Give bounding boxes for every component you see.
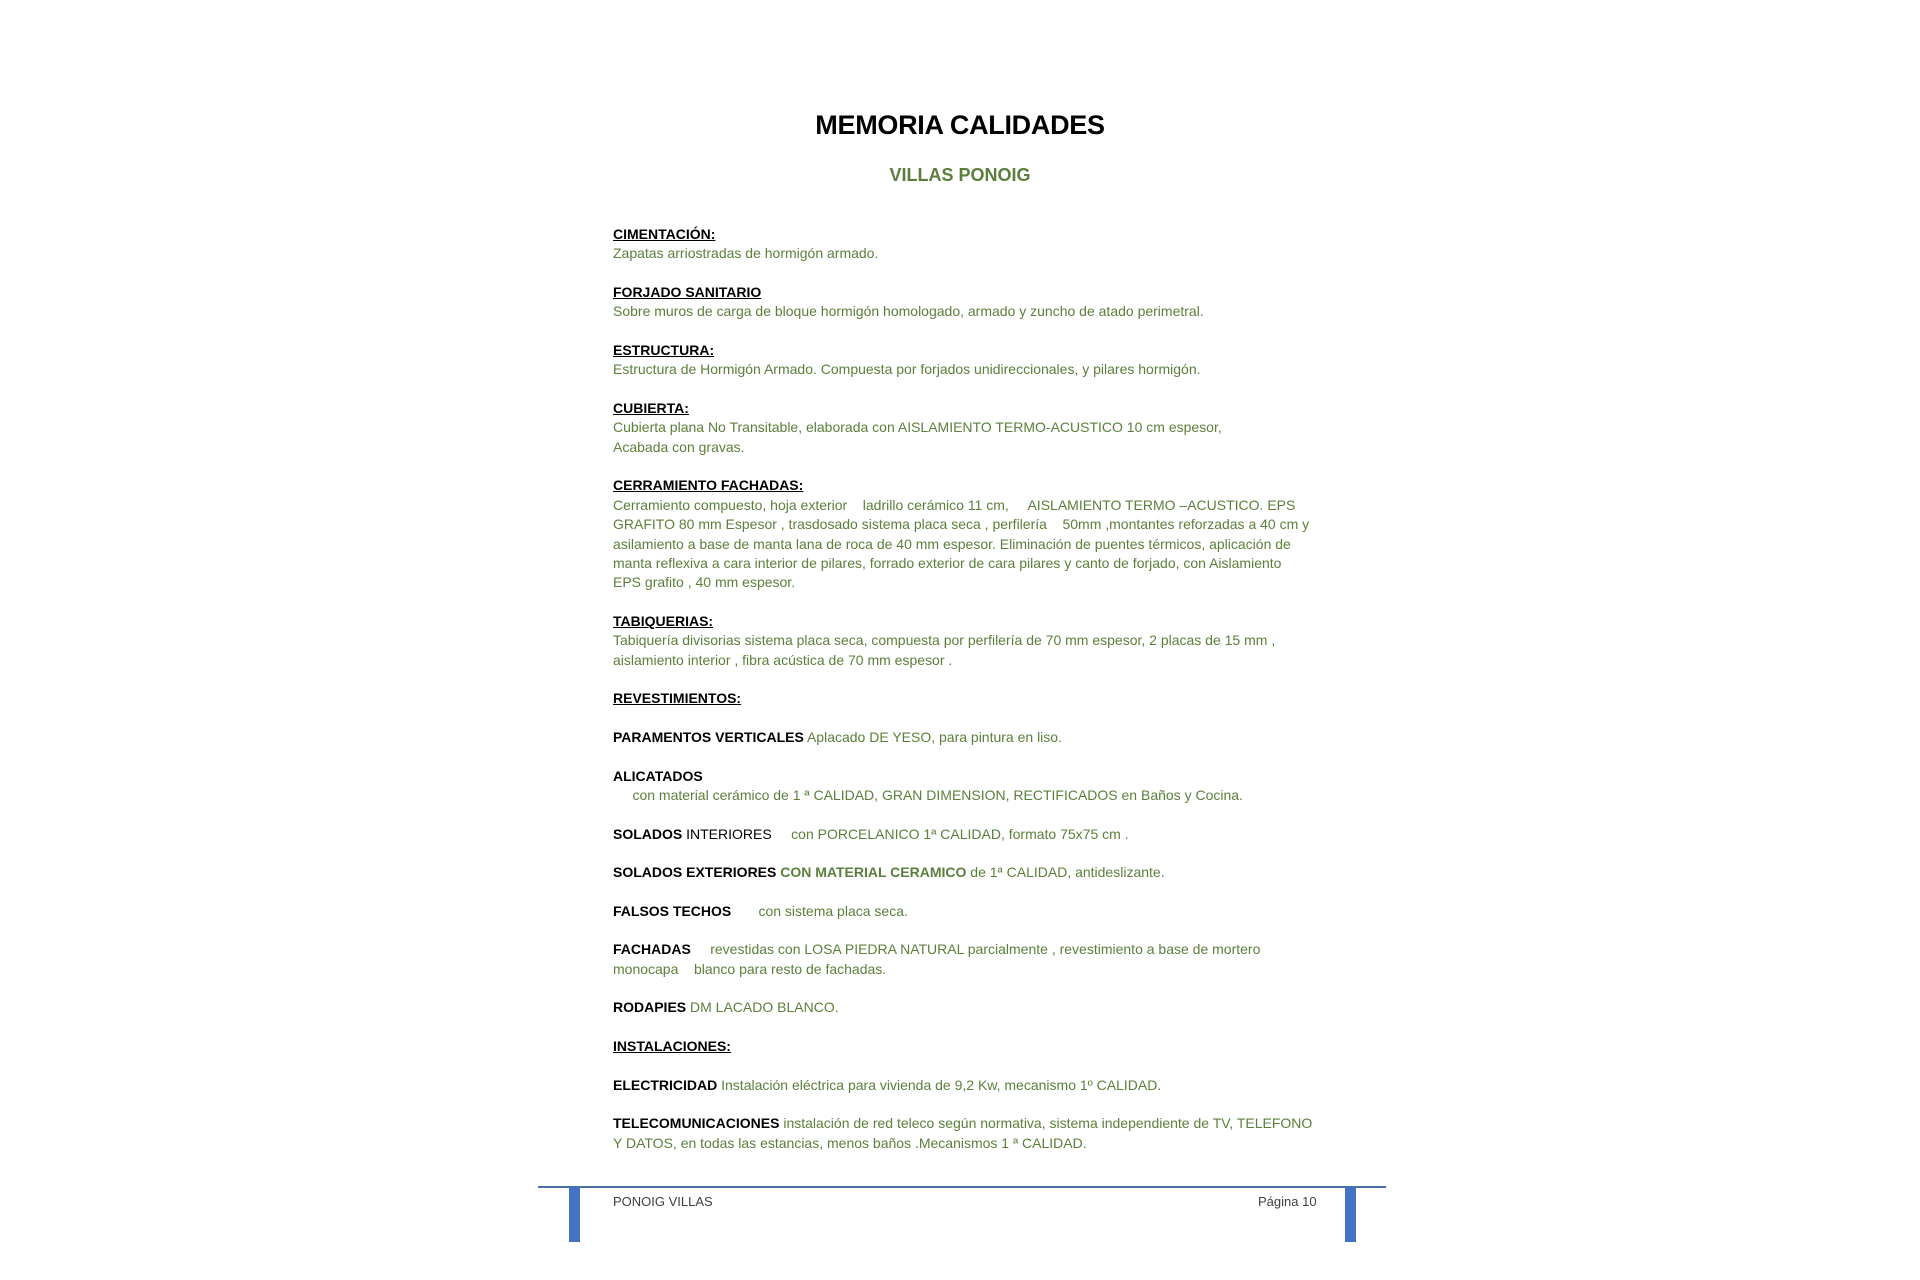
- footer-accent-right: [1345, 1187, 1356, 1242]
- item-text: Aplacado DE YESO, para pintura en liso.: [803, 729, 1062, 746]
- section-heading: REVESTIMIENTOS:: [613, 690, 742, 707]
- section-text-line: Acabada con gravas.: [613, 438, 745, 455]
- item-label: TELECOMUNICACIONES: [613, 1115, 780, 1132]
- page-subtitle: VILLAS PONOIG: [889, 165, 1031, 185]
- item-label: FACHADAS: [613, 941, 691, 958]
- item-text-line: monocapa blanco para resto de fachadas.: [613, 960, 887, 977]
- item-label: FALSOS TECHOS: [613, 902, 732, 919]
- section-cerramiento: [613, 476, 1323, 592]
- section-cimentacion: [613, 225, 1323, 264]
- section-heading: TABIQUERIAS:: [613, 613, 714, 630]
- item-emphasis: CON MATERIAL CERAMICO: [776, 864, 967, 881]
- document-body: [613, 225, 1323, 1172]
- item-text: instalación de red teleco según normativa, sistema independiente de TV, TELEFONO: [779, 1115, 1313, 1132]
- item-text: con sistema placa seca.: [731, 902, 908, 919]
- item-solados-interiores: [613, 825, 1323, 844]
- section-text-line: aislamiento interior , fibra acústica de 70 mm espesor .: [613, 651, 953, 668]
- section-heading: INSTALACIONES:: [613, 1038, 731, 1054]
- section-text: Zapatas arriostradas de hormigón armado.: [613, 245, 879, 262]
- section-revestimientos: [613, 689, 1323, 708]
- section-text-line: Cerramiento compuesto, hoja exterior ladrillo cerámico 11 cm, AISLAMIENTO TERMO –ACUSTICO. EPS: [613, 496, 1296, 513]
- section-tabiquerias: [613, 612, 1323, 670]
- section-text: Estructura de Hormigón Armado. Compuesta por forjados unidireccionales, y pilares hormigón.: [613, 361, 1201, 378]
- section-text-line: manta reflexiva a cara interior de pilares, forrado exterior de cara pilares y canto de forjado, con Aislamiento: [613, 555, 1282, 572]
- item-text: Instalación eléctrica para vivienda de 9,2 Kw, mecanismo 1º CALIDAD.: [717, 1076, 1162, 1093]
- page-title: MEMORIA CALIDADES: [815, 110, 1105, 140]
- item-label: SOLADOS EXTERIORES: [613, 864, 777, 881]
- item-label: PARAMENTOS VERTICALES: [613, 729, 804, 746]
- section-heading: CERRAMIENTO FACHADAS:: [613, 477, 804, 494]
- item-label: ELECTRICIDAD: [613, 1076, 718, 1093]
- footer-doc-name: PONOIG VILLAS: [613, 1194, 713, 1209]
- item-label: RODAPIES: [613, 999, 687, 1016]
- section-text-line: Cubierta plana No Transitable, elaborada con AISLAMIENTO TERMO-ACUSTICO 10 cm espesor,: [613, 419, 1222, 436]
- item-text: revestidas con LOSA PIEDRA NATURAL parcialmente , revestimiento a base de mortero: [690, 941, 1261, 958]
- footer-page-number: Página 10: [1258, 1194, 1317, 1209]
- section-text-line: Tabiquería divisorias sistema placa seca, compuesta por perfilería de 70 mm espesor, 2 placas de 15 mm ,: [613, 632, 1276, 649]
- item-text: de 1ª CALIDAD, antideslizante.: [966, 864, 1165, 881]
- section-text-line: GRAFITO 80 mm Espesor , trasdosado sistema placa seca , perfilería 50mm ,montantes reforzadas a 40 cm y: [613, 516, 1310, 533]
- item-electricidad: [613, 1076, 1323, 1095]
- item-alicatados: [613, 767, 1323, 806]
- section-text-line: EPS grafito , 40 mm espesor.: [613, 574, 796, 591]
- footer-accent-left: [569, 1187, 580, 1242]
- item-solados-exteriores: [613, 863, 1323, 882]
- item-falsos-techos: [613, 902, 1323, 921]
- item-label: SOLADOS: [613, 825, 683, 842]
- section-text: Sobre muros de carga de bloque hormigón homologado, armado y zuncho de atado perimetral.: [613, 303, 1204, 320]
- section-instalaciones: [613, 1037, 1323, 1056]
- section-forjado: [613, 283, 1323, 322]
- section-text-line: asilamiento a base de manta lana de roca de 40 mm espesor. Eliminación de puentes térmicos, aplicación de: [613, 535, 1291, 552]
- item-text: con material cerámico de 1 ª CALIDAD, GRAN DIMENSION, RECTIFICADOS en Baños y Cocina.: [613, 787, 1243, 804]
- section-heading: CUBIERTA:: [613, 400, 689, 416]
- item-label: ALICATADOS: [613, 767, 703, 784]
- item-text: DM LACADO BLANCO.: [686, 999, 839, 1016]
- item-telecomunicaciones: [613, 1114, 1323, 1153]
- section-estructura: [613, 341, 1323, 380]
- footer-rule: [538, 1186, 1386, 1188]
- item-label-suffix: INTERIORES: [682, 825, 772, 842]
- item-fachadas: [613, 940, 1323, 979]
- item-text: con PORCELANICO 1ª CALIDAD, formato 75x75 cm .: [771, 825, 1129, 842]
- section-cubierta: [613, 399, 1323, 457]
- section-heading: CIMENTACIÓN:: [613, 226, 716, 242]
- item-text-line: Y DATOS, en todas las estancias, menos baños .Mecanismos 1 ª CALIDAD.: [613, 1134, 1087, 1151]
- item-rodapies: [613, 998, 1323, 1017]
- section-heading: FORJADO SANITARIO: [613, 284, 762, 300]
- item-paramentos: [613, 728, 1323, 747]
- section-heading: ESTRUCTURA:: [613, 342, 715, 358]
